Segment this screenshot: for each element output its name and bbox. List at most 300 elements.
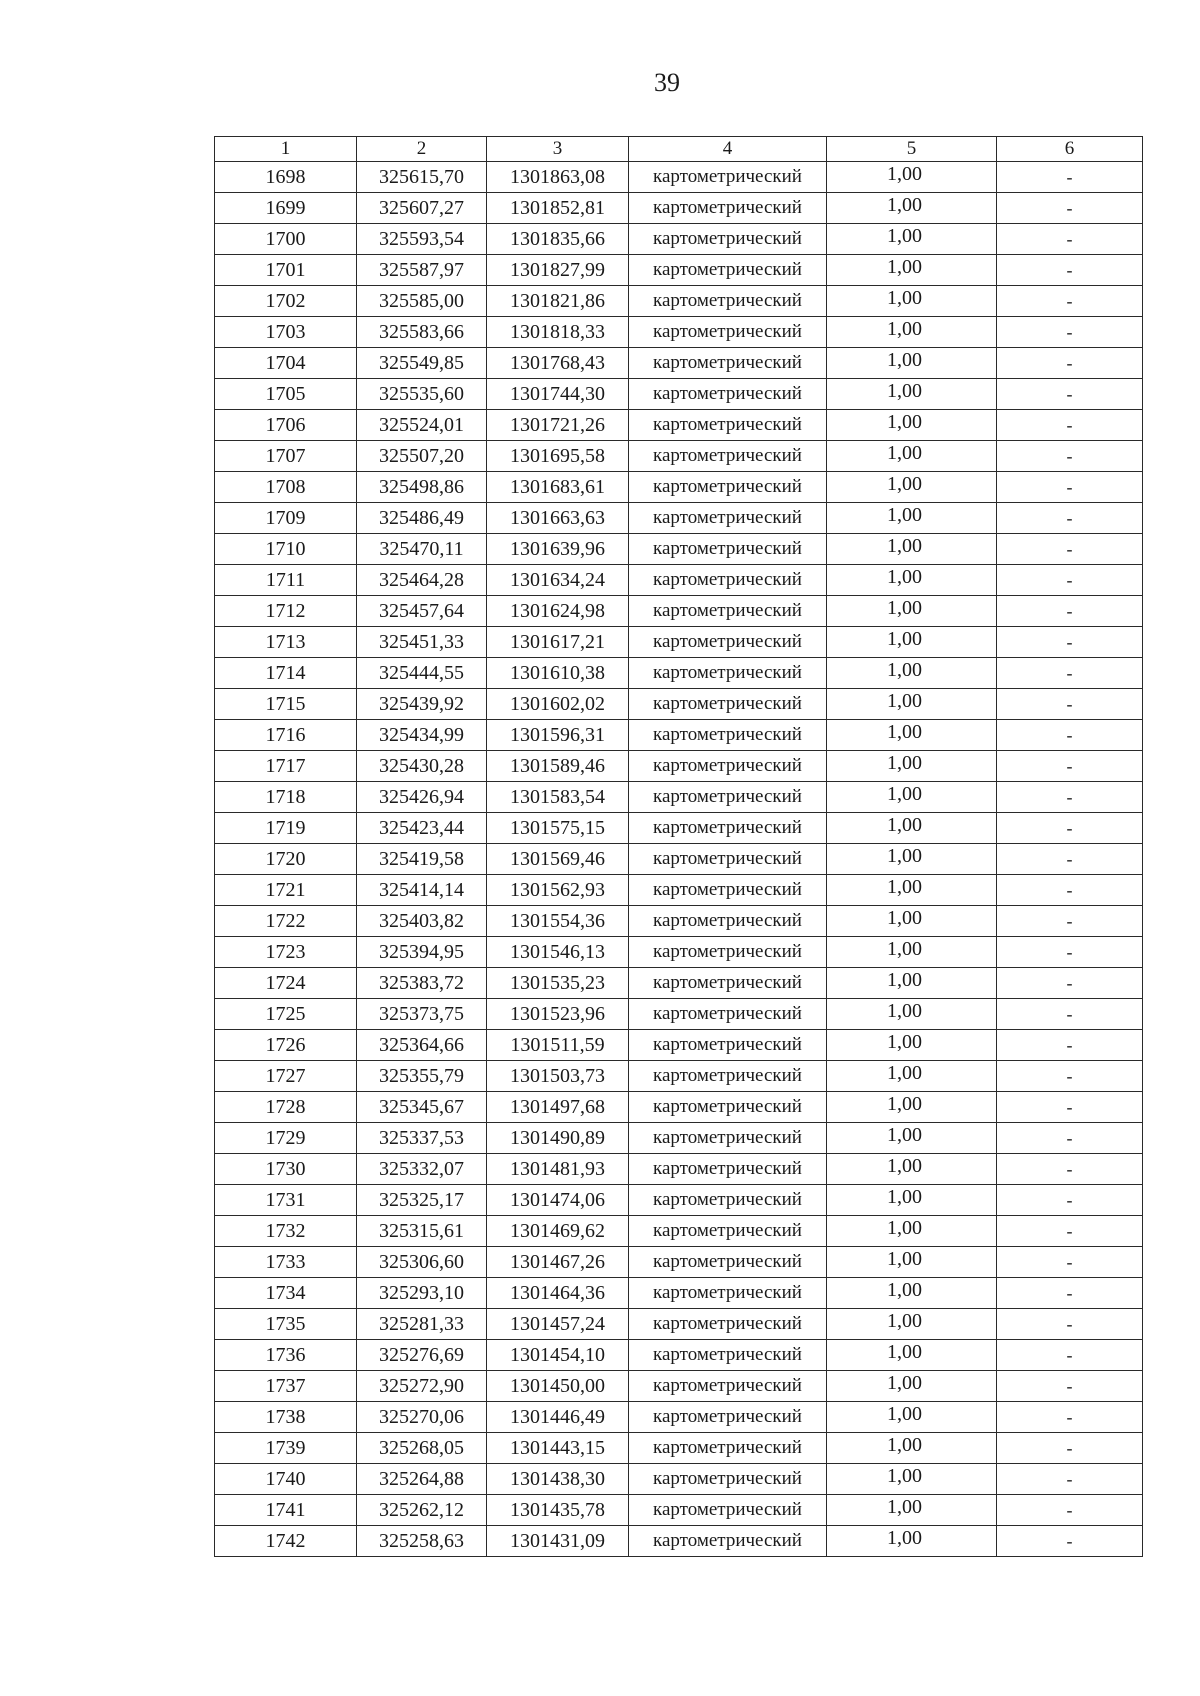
accuracy-cell: 1,00 (827, 999, 997, 1030)
point-number-cell: 1711 (215, 565, 357, 596)
note-cell: - (997, 689, 1143, 720)
table-row (215, 1030, 1143, 1061)
method-cell: картометрический (629, 720, 827, 751)
note-cell: - (997, 379, 1143, 410)
table-row (215, 751, 1143, 782)
y-coordinate-cell: 1301481,93 (487, 1154, 629, 1185)
header-cell: 5 (827, 137, 997, 162)
table-row (215, 596, 1143, 627)
method-cell: картометрический (629, 906, 827, 937)
y-coordinate-cell: 1301562,93 (487, 875, 629, 906)
method-cell: картометрический (629, 472, 827, 503)
accuracy-cell: 1,00 (827, 782, 997, 813)
y-coordinate-cell: 1301569,46 (487, 844, 629, 875)
point-number-cell: 1722 (215, 906, 357, 937)
point-number-cell: 1740 (215, 1464, 357, 1495)
note-cell: - (997, 1495, 1143, 1526)
accuracy-cell: 1,00 (827, 348, 997, 379)
note-cell: - (997, 937, 1143, 968)
y-coordinate-cell: 1301467,26 (487, 1247, 629, 1278)
y-coordinate-cell: 1301511,59 (487, 1030, 629, 1061)
method-cell: картометрический (629, 379, 827, 410)
y-coordinate-cell: 1301535,23 (487, 968, 629, 999)
point-number-cell: 1733 (215, 1247, 357, 1278)
y-coordinate-cell: 1301457,24 (487, 1309, 629, 1340)
method-cell: картометрический (629, 193, 827, 224)
x-coordinate-cell: 325315,61 (357, 1216, 487, 1247)
point-number-cell: 1713 (215, 627, 357, 658)
note-cell: - (997, 782, 1143, 813)
note-cell: - (997, 1278, 1143, 1309)
method-cell: картометрический (629, 1092, 827, 1123)
table-row (215, 1278, 1143, 1309)
y-coordinate-cell: 1301431,09 (487, 1526, 629, 1557)
table-row (215, 224, 1143, 255)
x-coordinate-cell: 325364,66 (357, 1030, 487, 1061)
table-row (215, 1371, 1143, 1402)
x-coordinate-cell: 325373,75 (357, 999, 487, 1030)
note-cell: - (997, 565, 1143, 596)
point-number-cell: 1729 (215, 1123, 357, 1154)
method-cell: картометрический (629, 813, 827, 844)
y-coordinate-cell: 1301827,99 (487, 255, 629, 286)
note-cell: - (997, 844, 1143, 875)
method-cell: картометрический (629, 1216, 827, 1247)
note-cell: - (997, 410, 1143, 441)
note-cell: - (997, 1030, 1143, 1061)
y-coordinate-cell: 1301474,06 (487, 1185, 629, 1216)
method-cell: картометрический (629, 844, 827, 875)
point-number-cell: 1715 (215, 689, 357, 720)
y-coordinate-cell: 1301818,33 (487, 317, 629, 348)
note-cell: - (997, 906, 1143, 937)
method-cell: картометрический (629, 751, 827, 782)
accuracy-cell: 1,00 (827, 379, 997, 410)
accuracy-cell: 1,00 (827, 162, 997, 193)
x-coordinate-cell: 325524,01 (357, 410, 487, 441)
accuracy-cell: 1,00 (827, 1247, 997, 1278)
accuracy-cell: 1,00 (827, 968, 997, 999)
table-row (215, 1061, 1143, 1092)
accuracy-cell: 1,00 (827, 844, 997, 875)
method-cell: картометрический (629, 968, 827, 999)
table-row (215, 379, 1143, 410)
table-row (215, 317, 1143, 348)
note-cell: - (997, 1123, 1143, 1154)
table-row (215, 534, 1143, 565)
table-row (215, 1402, 1143, 1433)
note-cell: - (997, 1340, 1143, 1371)
point-number-cell: 1728 (215, 1092, 357, 1123)
y-coordinate-cell: 1301554,36 (487, 906, 629, 937)
method-cell: картометрический (629, 162, 827, 193)
y-coordinate-cell: 1301634,24 (487, 565, 629, 596)
x-coordinate-cell: 325423,44 (357, 813, 487, 844)
x-coordinate-cell: 325470,11 (357, 534, 487, 565)
y-coordinate-cell: 1301464,36 (487, 1278, 629, 1309)
point-number-cell: 1730 (215, 1154, 357, 1185)
x-coordinate-cell: 325262,12 (357, 1495, 487, 1526)
table-row (215, 565, 1143, 596)
table-row (215, 937, 1143, 968)
point-number-cell: 1714 (215, 658, 357, 689)
y-coordinate-cell: 1301768,43 (487, 348, 629, 379)
accuracy-cell: 1,00 (827, 937, 997, 968)
table-row (215, 627, 1143, 658)
point-number-cell: 1718 (215, 782, 357, 813)
x-coordinate-cell: 325426,94 (357, 782, 487, 813)
table-row (215, 1092, 1143, 1123)
method-cell: картометрический (629, 1464, 827, 1495)
accuracy-cell: 1,00 (827, 255, 997, 286)
x-coordinate-cell: 325258,63 (357, 1526, 487, 1557)
accuracy-cell: 1,00 (827, 1123, 997, 1154)
accuracy-cell: 1,00 (827, 627, 997, 658)
note-cell: - (997, 627, 1143, 658)
accuracy-cell: 1,00 (827, 596, 997, 627)
method-cell: картометрический (629, 441, 827, 472)
method-cell: картометрический (629, 1371, 827, 1402)
method-cell: картометрический (629, 1433, 827, 1464)
note-cell: - (997, 472, 1143, 503)
note-cell: - (997, 441, 1143, 472)
accuracy-cell: 1,00 (827, 720, 997, 751)
table-row (215, 658, 1143, 689)
point-number-cell: 1739 (215, 1433, 357, 1464)
x-coordinate-cell: 325587,97 (357, 255, 487, 286)
header-cell: 6 (997, 137, 1143, 162)
point-number-cell: 1738 (215, 1402, 357, 1433)
point-number-cell: 1703 (215, 317, 357, 348)
point-number-cell: 1704 (215, 348, 357, 379)
accuracy-cell: 1,00 (827, 751, 997, 782)
note-cell: - (997, 1309, 1143, 1340)
method-cell: картометрический (629, 1030, 827, 1061)
table-row (215, 968, 1143, 999)
point-number-cell: 1721 (215, 875, 357, 906)
table-row (215, 875, 1143, 906)
table-row (215, 1495, 1143, 1526)
x-coordinate-cell: 325457,64 (357, 596, 487, 627)
point-number-cell: 1716 (215, 720, 357, 751)
method-cell: картометрический (629, 1278, 827, 1309)
method-cell: картометрический (629, 224, 827, 255)
note-cell: - (997, 596, 1143, 627)
point-number-cell: 1710 (215, 534, 357, 565)
method-cell: картометрический (629, 1402, 827, 1433)
note-cell: - (997, 534, 1143, 565)
y-coordinate-cell: 1301435,78 (487, 1495, 629, 1526)
point-number-cell: 1698 (215, 162, 357, 193)
header-cell: 3 (487, 137, 629, 162)
point-number-cell: 1727 (215, 1061, 357, 1092)
x-coordinate-cell: 325444,55 (357, 658, 487, 689)
y-coordinate-cell: 1301596,31 (487, 720, 629, 751)
point-number-cell: 1707 (215, 441, 357, 472)
note-cell: - (997, 1433, 1143, 1464)
accuracy-cell: 1,00 (827, 1464, 997, 1495)
point-number-cell: 1737 (215, 1371, 357, 1402)
point-number-cell: 1708 (215, 472, 357, 503)
table-row (215, 999, 1143, 1030)
accuracy-cell: 1,00 (827, 1340, 997, 1371)
point-number-cell: 1700 (215, 224, 357, 255)
note-cell: - (997, 1092, 1143, 1123)
x-coordinate-cell: 325434,99 (357, 720, 487, 751)
y-coordinate-cell: 1301835,66 (487, 224, 629, 255)
accuracy-cell: 1,00 (827, 689, 997, 720)
accuracy-cell: 1,00 (827, 317, 997, 348)
table-header-row (215, 137, 1143, 162)
y-coordinate-cell: 1301575,15 (487, 813, 629, 844)
table-row (215, 720, 1143, 751)
accuracy-cell: 1,00 (827, 286, 997, 317)
method-cell: картометрический (629, 782, 827, 813)
header-cell: 1 (215, 137, 357, 162)
point-number-cell: 1732 (215, 1216, 357, 1247)
table-row (215, 1464, 1143, 1495)
note-cell: - (997, 1154, 1143, 1185)
note-cell: - (997, 286, 1143, 317)
accuracy-cell: 1,00 (827, 1185, 997, 1216)
note-cell: - (997, 1402, 1143, 1433)
point-number-cell: 1742 (215, 1526, 357, 1557)
method-cell: картометрический (629, 1154, 827, 1185)
method-cell: картометрический (629, 1061, 827, 1092)
method-cell: картометрический (629, 999, 827, 1030)
note-cell: - (997, 1526, 1143, 1557)
y-coordinate-cell: 1301663,63 (487, 503, 629, 534)
accuracy-cell: 1,00 (827, 224, 997, 255)
note-cell: - (997, 875, 1143, 906)
point-number-cell: 1709 (215, 503, 357, 534)
x-coordinate-cell: 325403,82 (357, 906, 487, 937)
y-coordinate-cell: 1301639,96 (487, 534, 629, 565)
method-cell: картометрический (629, 255, 827, 286)
y-coordinate-cell: 1301852,81 (487, 193, 629, 224)
x-coordinate-cell: 325414,14 (357, 875, 487, 906)
table-row (215, 906, 1143, 937)
x-coordinate-cell: 325337,53 (357, 1123, 487, 1154)
table-row (215, 441, 1143, 472)
accuracy-cell: 1,00 (827, 1061, 997, 1092)
note-cell: - (997, 658, 1143, 689)
table-row (215, 689, 1143, 720)
accuracy-cell: 1,00 (827, 472, 997, 503)
x-coordinate-cell: 325498,86 (357, 472, 487, 503)
point-number-cell: 1734 (215, 1278, 357, 1309)
accuracy-cell: 1,00 (827, 1092, 997, 1123)
y-coordinate-cell: 1301469,62 (487, 1216, 629, 1247)
y-coordinate-cell: 1301443,15 (487, 1433, 629, 1464)
accuracy-cell: 1,00 (827, 1371, 997, 1402)
accuracy-cell: 1,00 (827, 193, 997, 224)
accuracy-cell: 1,00 (827, 410, 997, 441)
note-cell: - (997, 968, 1143, 999)
note-cell: - (997, 1247, 1143, 1278)
accuracy-cell: 1,00 (827, 1495, 997, 1526)
note-cell: - (997, 162, 1143, 193)
accuracy-cell: 1,00 (827, 658, 997, 689)
method-cell: картометрический (629, 596, 827, 627)
method-cell: картометрический (629, 1309, 827, 1340)
y-coordinate-cell: 1301454,10 (487, 1340, 629, 1371)
table-row (215, 782, 1143, 813)
table-row (215, 286, 1143, 317)
table-row (215, 472, 1143, 503)
y-coordinate-cell: 1301438,30 (487, 1464, 629, 1495)
point-number-cell: 1731 (215, 1185, 357, 1216)
x-coordinate-cell: 325593,54 (357, 224, 487, 255)
method-cell: картометрический (629, 565, 827, 596)
y-coordinate-cell: 1301589,46 (487, 751, 629, 782)
table-row (215, 348, 1143, 379)
point-number-cell: 1702 (215, 286, 357, 317)
method-cell: картометрический (629, 658, 827, 689)
y-coordinate-cell: 1301821,86 (487, 286, 629, 317)
point-number-cell: 1701 (215, 255, 357, 286)
accuracy-cell: 1,00 (827, 1402, 997, 1433)
x-coordinate-cell: 325419,58 (357, 844, 487, 875)
note-cell: - (997, 317, 1143, 348)
table-row (215, 1526, 1143, 1557)
accuracy-cell: 1,00 (827, 503, 997, 534)
method-cell: картометрический (629, 689, 827, 720)
note-cell: - (997, 348, 1143, 379)
y-coordinate-cell: 1301497,68 (487, 1092, 629, 1123)
accuracy-cell: 1,00 (827, 1154, 997, 1185)
method-cell: картометрический (629, 875, 827, 906)
accuracy-cell: 1,00 (827, 1278, 997, 1309)
x-coordinate-cell: 325276,69 (357, 1340, 487, 1371)
table-row (215, 1154, 1143, 1185)
y-coordinate-cell: 1301683,61 (487, 472, 629, 503)
accuracy-cell: 1,00 (827, 565, 997, 596)
method-cell: картометрический (629, 1495, 827, 1526)
table-row (215, 503, 1143, 534)
point-number-cell: 1705 (215, 379, 357, 410)
point-number-cell: 1741 (215, 1495, 357, 1526)
note-cell: - (997, 224, 1143, 255)
header-cell: 4 (629, 137, 827, 162)
x-coordinate-cell: 325507,20 (357, 441, 487, 472)
note-cell: - (997, 999, 1143, 1030)
table-row (215, 844, 1143, 875)
point-number-cell: 1706 (215, 410, 357, 441)
accuracy-cell: 1,00 (827, 1433, 997, 1464)
note-cell: - (997, 503, 1143, 534)
x-coordinate-cell: 325306,60 (357, 1247, 487, 1278)
table-row (215, 162, 1143, 193)
method-cell: картометрический (629, 317, 827, 348)
method-cell: картометрический (629, 1247, 827, 1278)
accuracy-cell: 1,00 (827, 813, 997, 844)
y-coordinate-cell: 1301450,00 (487, 1371, 629, 1402)
point-number-cell: 1723 (215, 937, 357, 968)
x-coordinate-cell: 325439,92 (357, 689, 487, 720)
method-cell: картометрический (629, 627, 827, 658)
accuracy-cell: 1,00 (827, 906, 997, 937)
accuracy-cell: 1,00 (827, 1216, 997, 1247)
method-cell: картометрический (629, 1123, 827, 1154)
table-row (215, 410, 1143, 441)
x-coordinate-cell: 325383,72 (357, 968, 487, 999)
method-cell: картометрический (629, 1340, 827, 1371)
y-coordinate-cell: 1301503,73 (487, 1061, 629, 1092)
note-cell: - (997, 1185, 1143, 1216)
table-body (215, 162, 1143, 1557)
x-coordinate-cell: 325325,17 (357, 1185, 487, 1216)
x-coordinate-cell: 325549,85 (357, 348, 487, 379)
note-cell: - (997, 1216, 1143, 1247)
note-cell: - (997, 193, 1143, 224)
x-coordinate-cell: 325264,88 (357, 1464, 487, 1495)
point-number-cell: 1717 (215, 751, 357, 782)
y-coordinate-cell: 1301602,02 (487, 689, 629, 720)
point-number-cell: 1712 (215, 596, 357, 627)
x-coordinate-cell: 325464,28 (357, 565, 487, 596)
x-coordinate-cell: 325270,06 (357, 1402, 487, 1433)
y-coordinate-cell: 1301490,89 (487, 1123, 629, 1154)
table-row (215, 1340, 1143, 1371)
x-coordinate-cell: 325394,95 (357, 937, 487, 968)
x-coordinate-cell: 325615,70 (357, 162, 487, 193)
table-row (215, 1309, 1143, 1340)
coordinates-table-container (214, 136, 1142, 1557)
table-row (215, 1185, 1143, 1216)
y-coordinate-cell: 1301617,21 (487, 627, 629, 658)
note-cell: - (997, 1464, 1143, 1495)
x-coordinate-cell: 325583,66 (357, 317, 487, 348)
y-coordinate-cell: 1301446,49 (487, 1402, 629, 1433)
method-cell: картометрический (629, 348, 827, 379)
x-coordinate-cell: 325607,27 (357, 193, 487, 224)
method-cell: картометрический (629, 937, 827, 968)
note-cell: - (997, 1371, 1143, 1402)
x-coordinate-cell: 325430,28 (357, 751, 487, 782)
table-row (215, 193, 1143, 224)
y-coordinate-cell: 1301695,58 (487, 441, 629, 472)
method-cell: картометрический (629, 534, 827, 565)
note-cell: - (997, 751, 1143, 782)
y-coordinate-cell: 1301546,13 (487, 937, 629, 968)
table-row (215, 1216, 1143, 1247)
x-coordinate-cell: 325535,60 (357, 379, 487, 410)
point-number-cell: 1724 (215, 968, 357, 999)
method-cell: картометрический (629, 1526, 827, 1557)
page-number: 39 (654, 68, 680, 97)
method-cell: картометрический (629, 503, 827, 534)
point-number-cell: 1736 (215, 1340, 357, 1371)
y-coordinate-cell: 1301863,08 (487, 162, 629, 193)
note-cell: - (997, 813, 1143, 844)
method-cell: картометрический (629, 410, 827, 441)
accuracy-cell: 1,00 (827, 875, 997, 906)
x-coordinate-cell: 325451,33 (357, 627, 487, 658)
y-coordinate-cell: 1301583,54 (487, 782, 629, 813)
point-number-cell: 1726 (215, 1030, 357, 1061)
note-cell: - (997, 720, 1143, 751)
x-coordinate-cell: 325585,00 (357, 286, 487, 317)
x-coordinate-cell: 325345,67 (357, 1092, 487, 1123)
accuracy-cell: 1,00 (827, 1309, 997, 1340)
x-coordinate-cell: 325272,90 (357, 1371, 487, 1402)
y-coordinate-cell: 1301744,30 (487, 379, 629, 410)
method-cell: картометрический (629, 286, 827, 317)
table-row (215, 255, 1143, 286)
coordinates-table (214, 136, 1143, 1557)
table-row (215, 813, 1143, 844)
